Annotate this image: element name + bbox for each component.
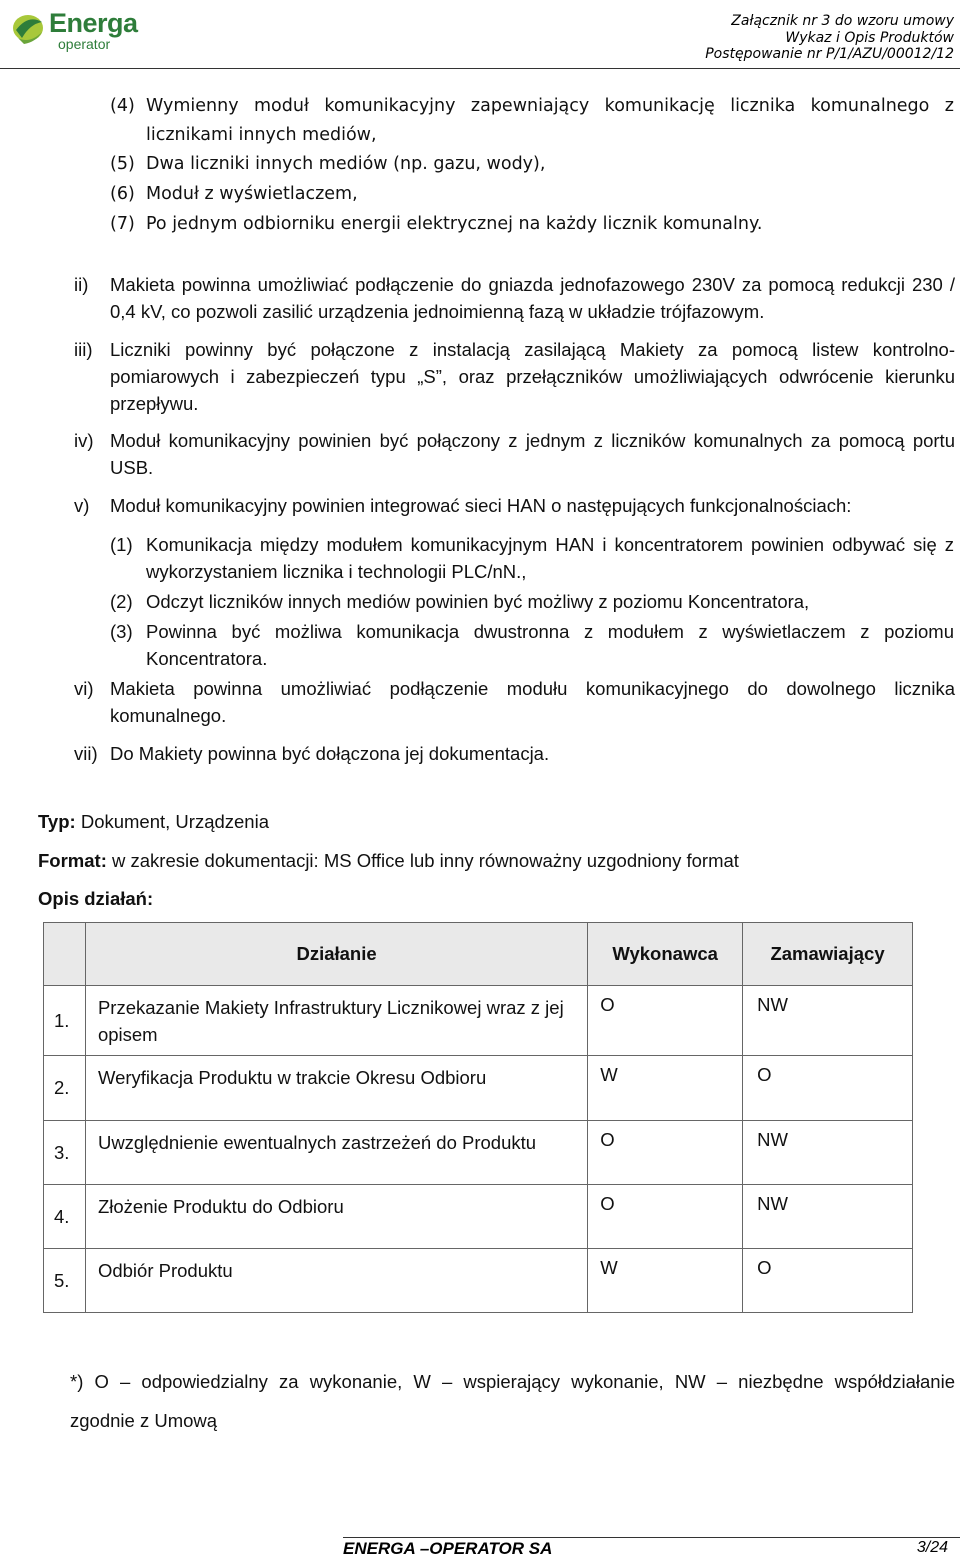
footer-company: ENERGA –OPERATOR SA: [343, 1539, 553, 1558]
table-cell-action: Złożenie Produktu do Odbioru: [85, 1185, 587, 1249]
footnote-line-1: *) O – odpowiedzialny za wykonanie, W – wspierający wykonanie, NW – niezbędne współdziałanie: [70, 1371, 955, 1392]
typ-line: [38, 808, 269, 835]
table-cell-zamawiajacy: O: [743, 1249, 913, 1313]
table-cell-wykonawca: W: [588, 1249, 743, 1313]
table-cell-action: Odbiór Produktu: [85, 1249, 587, 1313]
header-line-1: Załącznik nr 3 do wzoru umowy: [731, 13, 954, 29]
table-header-cell: Zamawiający: [743, 923, 913, 986]
table-cell-action: Weryfikacja Produktu w trakcie Okresu Odbioru: [85, 1056, 587, 1121]
header-line-2: Wykaz i Opis Produktów: [785, 29, 954, 46]
table-cell-num: 5.: [44, 1249, 86, 1313]
logo-subtitle: operator: [58, 36, 111, 52]
typ-label: Typ:: [38, 811, 76, 832]
table-cell-action: Przekazanie Makiety Infrastruktury Licznikowej wraz z jej opisem: [85, 986, 587, 1056]
table-row: [44, 1185, 913, 1249]
page-header: [0, 0, 960, 70]
table-header-cell: Działanie: [85, 923, 587, 986]
actions-table: [43, 922, 913, 1313]
table-cell-num: 1.: [44, 986, 86, 1056]
table-row: [44, 1056, 913, 1121]
table-cell-num: 2.: [44, 1056, 86, 1121]
opis-label: Opis działań:: [38, 888, 154, 909]
format-value: w zakresie dokumentacji: MS Office lub inny równoważny uzgodniony format: [112, 850, 739, 871]
table-row: [44, 1249, 913, 1313]
table-header-cell: [44, 923, 86, 986]
table-cell-zamawiajacy: NW: [743, 1185, 913, 1249]
table-cell-zamawiajacy: NW: [743, 986, 913, 1056]
header-divider: [0, 68, 960, 69]
header-line-3: Postępowanie nr P/1/AZU/00012/12: [705, 46, 954, 62]
table-cell-wykonawca: O: [588, 1185, 743, 1249]
table-row: [44, 1121, 913, 1185]
format-line: [38, 847, 739, 874]
header-info: [705, 13, 954, 63]
table-header-row: [44, 923, 913, 986]
table-cell-zamawiajacy: O: [743, 1056, 913, 1121]
table-header-cell: Wykonawca: [588, 923, 743, 986]
page-number: 3/24: [916, 1539, 948, 1556]
table-cell-num: 4.: [44, 1185, 86, 1249]
table-cell-zamawiajacy: NW: [743, 1121, 913, 1185]
table-cell-action: Uwzględnienie ewentualnych zastrzeżeń do Produktu: [85, 1121, 587, 1185]
table-cell-wykonawca: O: [588, 986, 743, 1056]
table-cell-wykonawca: W: [588, 1056, 743, 1121]
footnote-line-2: zgodnie z Umową: [70, 1410, 218, 1431]
table-row: [44, 986, 913, 1056]
table-cell-num: 3.: [44, 1121, 86, 1185]
format-label: Format:: [38, 850, 107, 871]
logo-name: Energa: [49, 8, 138, 38]
footer-divider: [343, 1537, 960, 1538]
table-cell-wykonawca: O: [588, 1121, 743, 1185]
typ-value: Dokument, Urządzenia: [80, 811, 269, 832]
